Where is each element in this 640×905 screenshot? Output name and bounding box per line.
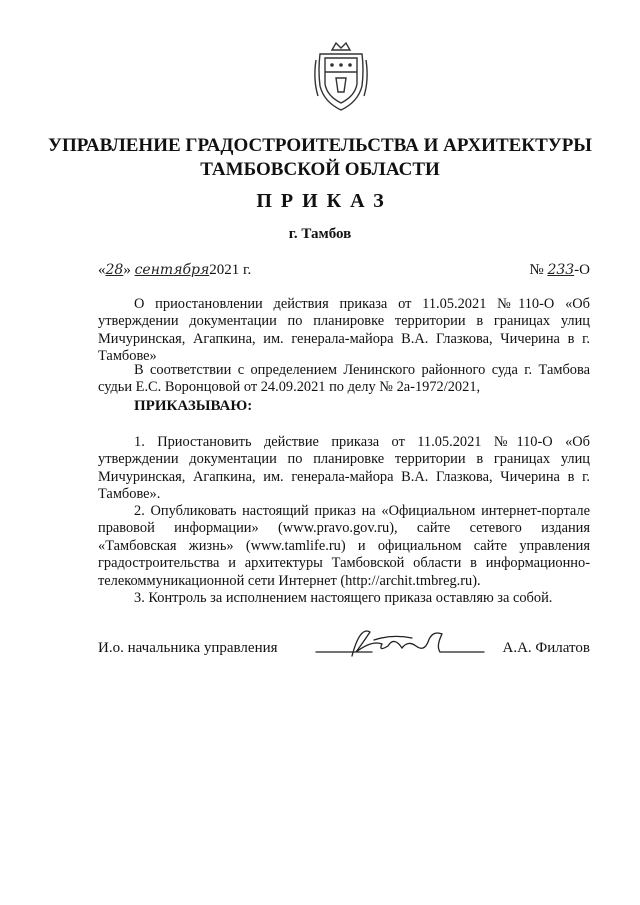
date-quote-open: «	[98, 262, 106, 278]
document-subject: О приостановлении действия приказа от 11.05.2021 №110-О «Об утверждении документации по планировке территории в границах улиц Мичуринская, Агапкина, им. генерала-майора В.А. Глазкова, Чичерина в г. Тамбове»	[98, 296, 590, 365]
date-day: 28	[105, 262, 124, 278]
order-item-2: 2. Опубликовать настоящий приказ на «Официальном интернет-портале правовой информации» (www.pravo.gov.ru), сайте сетевого издания «Тамбовская жизнь» (www.tamlife.ru) и официальном сайте управления градостроительства и архитектуры Тамбовской области в информационно-телекоммуникационной сети Интернет (http://archit.tmbreg.ru).	[98, 503, 590, 589]
authority-name-line1: УПРАВЛЕНИЕ ГРАДОСТРОИТЕЛЬСТВА И АРХИТЕКТУРЫ	[48, 135, 592, 156]
document-type: ПРИКАЗ	[256, 190, 393, 212]
date-quote-close: »	[123, 262, 131, 278]
handwritten-signature-icon	[312, 622, 492, 662]
order-word: ПРИКАЗЫВАЮ:	[134, 398, 253, 414]
order-item-1: 1. Приостановить действие приказа от 11.05.2021 №110-О «Об утверждении документации по планировке территории в границах улиц Мичуринская, Агапкина, им. генерала-майора В.А. Глазкова, Чичерина в г. Тамбове».	[98, 434, 590, 503]
coat-of-arms-icon	[312, 40, 370, 112]
order-item-3: 3. Контроль за исполнением настоящего приказа оставляю за собой.	[134, 590, 553, 606]
date-year: 2021 г.	[209, 262, 252, 278]
number-suffix: -О	[574, 262, 590, 278]
city: г. Тамбов	[288, 226, 352, 242]
signatory-name: А.А. Филатов	[502, 640, 590, 656]
authority-name-line2: ТАМБОВСКОЙ ОБЛАСТИ	[200, 159, 440, 180]
signatory-position: И.о. начальника управления	[98, 640, 278, 656]
date-month: сентября	[134, 262, 210, 278]
document-number	[529, 262, 590, 279]
number-value: 233	[547, 262, 575, 278]
legal-basis: В соответствии с определением Ленинского районного суда г. Тамбова судьи Е.С. Воронцовой от 24.09.2021 по делу № 2а-1972/2021,	[98, 362, 590, 396]
number-prefix: №	[529, 262, 544, 278]
document-date	[98, 262, 251, 279]
